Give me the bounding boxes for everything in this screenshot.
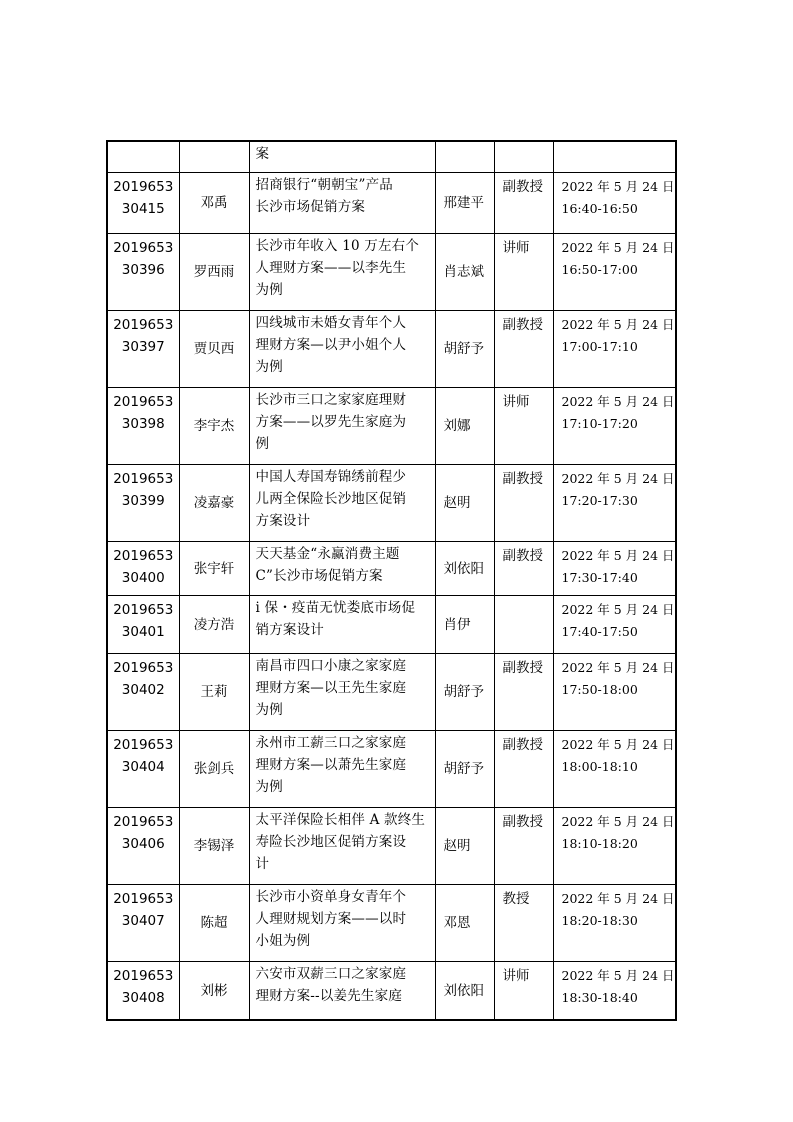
advisor-rank: 讲师 [502,240,530,256]
defense-time-cell [553,885,676,962]
thesis-title-line: 寿险长沙地区促销方案设 [255,834,407,850]
advisor-name: 刘依阳 [443,982,484,999]
thesis-title-line: C”长沙市场促销方案 [255,568,383,584]
student-name-cell [179,542,249,596]
defense-date: 2022 年 5 月 24 日 [561,660,675,675]
advisor-rank-cell [494,885,553,962]
table-row [107,808,676,885]
student-id-line: 30399 [121,493,165,509]
advisor-cell [435,962,494,1021]
thesis-title-line: 太平洋保险长相伴 A 款终生 [255,812,426,828]
student-name-cell [179,808,249,885]
defense-time-cell [553,596,676,654]
table-row [107,141,676,173]
thesis-title-line: 例 [255,436,270,452]
student-id-line: 30402 [121,682,165,698]
advisor-cell [435,596,494,654]
thesis-title-line: 案 [255,146,270,162]
table-row [107,885,676,962]
thesis-title-line: 理财方案—以萧先生家庭 [255,757,407,773]
advisor-rank-cell [494,731,553,808]
student-id-line: 30398 [121,416,165,432]
thesis-title-line: 为例 [255,282,283,298]
table-row [107,654,676,731]
student-id-line: 2019653 [113,814,174,830]
thesis-title-line: 为例 [255,702,283,718]
student-id-line: 2019653 [113,471,174,487]
thesis-title-line: 方案——以罗先生家庭为 [255,414,407,430]
student-name-cell [179,885,249,962]
thesis-title-cell [249,465,435,542]
advisor-name: 邢建平 [443,195,484,211]
defense-date: 2022 年 5 月 24 日 [561,968,675,983]
thesis-title-line: 长沙市场促销方案 [255,199,366,215]
defense-time-cell [553,808,676,885]
defense-time-cell [553,465,676,542]
student-id-line: 2019653 [113,602,174,618]
thesis-title-line: 六安市双薪三口之家家庭 [255,966,407,982]
advisor-name: 肖志斌 [443,264,484,280]
advisor-rank-cell [494,808,553,885]
student-id-cell [107,808,179,885]
advisor-name: 胡舒予 [443,684,484,700]
student-id-line: 30397 [121,339,165,355]
student-id-cell [107,542,179,596]
student-id-line: 30406 [121,836,165,852]
thesis-title-cell [249,542,435,596]
advisor-rank: 副教授 [502,660,543,676]
defense-time-cell [553,234,676,311]
student-id-line: 2019653 [113,891,174,907]
student-name: 凌嘉豪 [193,495,235,511]
advisor-cell [435,234,494,311]
advisor-cell [435,808,494,885]
advisor-rank-cell [494,311,553,388]
advisor-rank [495,596,553,599]
defense-date: 2022 年 5 月 24 日 [561,471,675,486]
defense-date: 2022 年 5 月 24 日 [561,737,675,752]
advisor-rank: 教授 [502,891,530,907]
thesis-title-line: 南昌市四口小康之家家庭 [255,658,407,674]
table-body [107,141,676,1020]
student-name-cell [179,173,249,234]
student-name-cell [179,141,249,173]
table-row [107,388,676,465]
thesis-title-cell [249,234,435,311]
student-id-line: 2019653 [113,394,174,410]
student-name-cell [179,962,249,1021]
student-name-cell [179,654,249,731]
thesis-title-cell [249,596,435,654]
student-name: 张宇轩 [193,560,235,577]
student-name-cell [179,311,249,388]
advisor-rank-cell [494,388,553,465]
advisor-name: 胡舒予 [443,341,484,357]
student-id-line: 2019653 [113,240,174,256]
defense-date: 2022 年 5 月 24 日 [561,317,675,332]
thesis-title-cell [249,173,435,234]
advisor-name: 刘依阳 [443,560,484,577]
thesis-title-cell [249,808,435,885]
student-id-cell [107,141,179,173]
table-row [107,173,676,234]
student-id-line: 2019653 [113,660,174,676]
advisor-cell [435,141,494,173]
advisor-rank: 副教授 [502,317,543,333]
defense-time-cell [553,388,676,465]
advisor-rank-cell [494,654,553,731]
student-id-line: 30396 [121,262,165,278]
defense-time-slot: 18:00-18:10 [561,759,638,774]
student-id-line: 2019653 [113,548,174,564]
thesis-title-cell [249,141,435,173]
advisor-cell [435,311,494,388]
defense-time-cell [553,731,676,808]
thesis-title-line: 为例 [255,359,283,375]
defense-date: 2022 年 5 月 24 日 [561,240,675,255]
student-name: 邓禹 [200,195,228,211]
thesis-title-line: 招商银行“朝朝宝”产品 [255,177,394,193]
thesis-title-line: 儿两全保险长沙地区促销 [255,491,407,507]
student-name: 张剑兵 [193,761,235,777]
student-id-cell [107,234,179,311]
advisor-name: 赵明 [443,495,471,511]
student-name-cell [179,388,249,465]
thesis-title-line: 人理财方案——以李先生 [255,260,407,276]
defense-date: 2022 年 5 月 24 日 [561,548,675,563]
defense-date: 2022 年 5 月 24 日 [561,814,675,829]
student-id-line: 30415 [121,201,165,217]
advisor-cell [435,173,494,234]
student-id-line: 30400 [121,570,165,586]
table-row [107,596,676,654]
defense-time-cell [553,311,676,388]
defense-time-slot: 16:40-16:50 [561,201,638,216]
thesis-title-line: 理财方案--以姜先生家庭 [255,988,403,1004]
thesis-title-line: 四线城市未婚女青年个人 [255,315,407,331]
advisor-name: 赵明 [443,838,471,854]
student-id-line: 30408 [121,990,165,1006]
student-id-cell [107,173,179,234]
advisor-rank: 讲师 [502,968,530,984]
student-name: 刘彬 [200,982,228,999]
student-id-line: 30404 [121,759,165,775]
advisor-rank [495,142,553,145]
thesis-title-line: 天天基金“永赢消费主题 [255,546,400,562]
defense-schedule-table [106,140,677,1021]
table-row [107,465,676,542]
student-name: 王莉 [200,684,228,700]
thesis-title-line: 长沙市年收入 10 万左右个 [255,238,420,254]
advisor-name: 肖伊 [443,616,471,633]
table-row [107,542,676,596]
thesis-title-line: 方案设计 [255,513,311,529]
advisor-rank-cell [494,465,553,542]
advisor-rank-cell [494,596,553,654]
thesis-title-line: 销方案设计 [255,622,324,638]
student-id-line: 2019653 [113,737,174,753]
student-name: 贾贝西 [193,341,235,357]
student-id-cell [107,465,179,542]
defense-time-cell [553,173,676,234]
student-name-cell [179,596,249,654]
advisor-cell [435,388,494,465]
student-id-line: 30407 [121,913,165,929]
defense-time-slot: 17:40-17:50 [561,624,638,639]
student-id-cell [107,596,179,654]
thesis-title-line: 中国人寿国寿锦绣前程少 [255,469,407,485]
defense-time-slot: 18:20-18:30 [561,913,638,928]
thesis-title-line: i 保・疫苗无忧娄底市场促 [255,600,416,616]
student-id-cell [107,311,179,388]
defense-time-cell [553,542,676,596]
student-name: 凌方浩 [193,616,235,633]
defense-time-slot: 17:30-17:40 [561,570,638,585]
defense-time-slot: 17:20-17:30 [561,493,638,508]
table-row [107,311,676,388]
advisor-name: 刘娜 [443,418,471,434]
table-row [107,962,676,1021]
student-id-line: 2019653 [113,179,174,195]
student-name-cell [179,465,249,542]
defense-time-cell [553,141,676,173]
student-id-line: 30401 [121,624,165,640]
thesis-title-cell [249,885,435,962]
advisor-cell [435,542,494,596]
student-id-line: 2019653 [113,968,174,984]
thesis-title-cell [249,731,435,808]
defense-date: 2022 年 5 月 24 日 [561,602,675,617]
student-id-cell [107,388,179,465]
advisor-cell [435,654,494,731]
defense-time-slot: 17:50-18:00 [561,682,638,697]
defense-time-cell [553,962,676,1021]
advisor-rank-cell [494,542,553,596]
thesis-title-line: 理财方案—以尹小姐个人 [255,337,407,353]
table-row [107,234,676,311]
thesis-title-line: 人理财规划方案——以时 [255,911,407,927]
thesis-title-cell [249,654,435,731]
defense-time-slot: 18:30-18:40 [561,990,638,1005]
advisor-name: 邓恩 [443,915,471,931]
student-name: 李锡泽 [193,838,235,854]
advisor-rank-cell [494,962,553,1021]
thesis-title-line: 长沙市小资单身女青年个 [255,889,407,905]
thesis-title-cell [249,311,435,388]
thesis-title-cell [249,388,435,465]
student-name: 罗西雨 [193,264,235,280]
advisor-name: 胡舒予 [443,761,484,777]
defense-date: 2022 年 5 月 24 日 [561,394,675,409]
thesis-title-line: 长沙市三口之家家庭理财 [255,392,407,408]
defense-date: 2022 年 5 月 24 日 [561,179,675,194]
advisor-rank: 讲师 [502,394,530,410]
thesis-title-line: 为例 [255,779,283,795]
table-row [107,731,676,808]
advisor-rank: 副教授 [502,737,543,753]
defense-date: 2022 年 5 月 24 日 [561,891,675,906]
student-name: 李宇杰 [193,418,235,434]
thesis-title-line: 计 [255,856,270,872]
student-id-cell [107,962,179,1021]
student-id-cell [107,731,179,808]
advisor-rank: 副教授 [502,179,543,195]
advisor-rank: 副教授 [502,471,543,487]
defense-time-slot: 17:00-17:10 [561,339,638,354]
student-name: 陈超 [200,915,228,931]
student-id-line: 2019653 [113,317,174,333]
defense-time-slot: 16:50-17:00 [561,262,638,277]
advisor-rank: 副教授 [502,548,543,564]
advisor-rank-cell [494,173,553,234]
student-id-cell [107,885,179,962]
advisor-cell [435,465,494,542]
thesis-title-line: 小姐为例 [255,933,311,949]
student-id-cell [107,654,179,731]
advisor-rank: 副教授 [502,814,543,830]
advisor-cell [435,731,494,808]
thesis-title-line: 永州市工薪三口之家家庭 [255,735,407,751]
defense-time-cell [553,654,676,731]
advisor-cell [435,885,494,962]
student-name-cell [179,234,249,311]
defense-time-slot: 17:10-17:20 [561,416,638,431]
thesis-title-line: 理财方案—以王先生家庭 [255,680,407,696]
defense-time-slot: 18:10-18:20 [561,836,638,851]
advisor-rank-cell [494,141,553,173]
student-name-cell [179,731,249,808]
thesis-title-cell [249,962,435,1021]
advisor-rank-cell [494,234,553,311]
